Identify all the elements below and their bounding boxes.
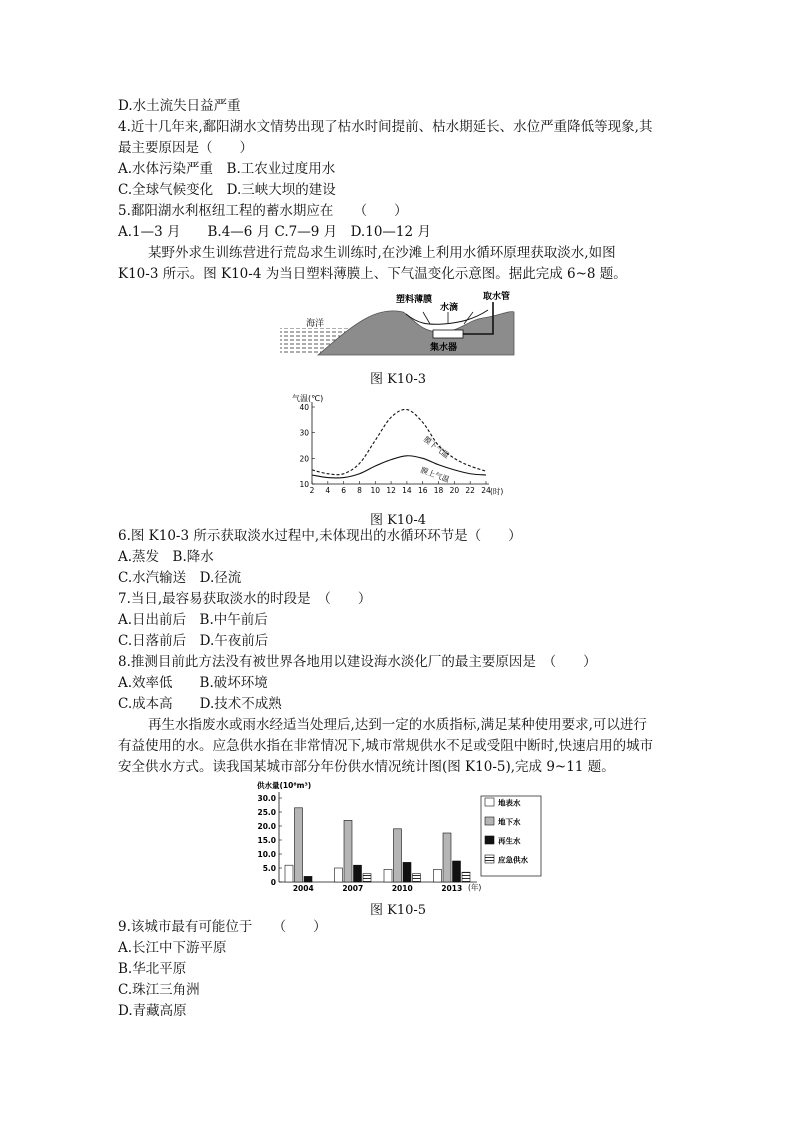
- bar-1-0: [335, 868, 343, 882]
- passage-2-cont-2: 安全供水方式。读我国某城市部分年份供水情况统计图(图 K10-5),完成 9~11 题。: [118, 759, 615, 775]
- label-collector: 集水器: [430, 343, 458, 353]
- question-9-option-d: D.青藏高原: [118, 1003, 187, 1019]
- bar-0-2: [304, 876, 312, 882]
- question-9: 9.该城市最有可能位于 （ ）: [118, 919, 327, 935]
- bar-y-tick-label: 15.0: [257, 836, 276, 845]
- temp-x-tick-label: 14: [402, 486, 412, 495]
- legend-label: 地下水: [498, 817, 521, 827]
- temp-y-tick-label: 10: [299, 480, 309, 489]
- label-under-film-temp: 膜下气温: [421, 434, 451, 461]
- legend-label: 应急供水: [498, 855, 528, 865]
- bar-3-2: [453, 861, 461, 882]
- question-7-options-ab: A.日出前后 B.中午前后: [118, 612, 268, 628]
- bar-2-2: [403, 862, 411, 882]
- bar-2-1: [394, 829, 402, 882]
- figure-k10-5-caption: 图 K10-5: [370, 903, 427, 918]
- bar-3-1: [443, 833, 451, 882]
- question-7: 7.当日,最容易获取淡水的时段是 （ ）: [118, 591, 372, 607]
- passage-2: 再生水指废水或雨水经适当处理后,达到一定的水质指标,满足某种使用要求,可以进行: [148, 717, 647, 733]
- collector-box: [433, 330, 463, 338]
- bar-3-3: [462, 872, 470, 882]
- temp-chart-xunit: (时): [490, 487, 504, 496]
- bar-2-3: [413, 874, 421, 882]
- question-7-options-cd: C.日落前后 D.午夜前后: [118, 633, 269, 649]
- temp-x-tick-label: 18: [433, 486, 444, 495]
- question-5-options: A.1—3 月 B.4—6 月 C.7—9 月 D.10—12 月: [118, 224, 431, 240]
- bar-y-tick-label: 5.0: [262, 864, 276, 873]
- label-over-film-temp: 膜上气温: [419, 465, 451, 485]
- bar-chart-ylabel: 供水量(10⁸m³): [257, 781, 312, 790]
- bar-y-tick-label: 30.0: [257, 794, 276, 803]
- temp-x-tick-label: 22: [465, 486, 475, 495]
- question-6: 6.图 K10-3 所示获取淡水过程中,未体现出的水循环环节是（ ）: [118, 528, 522, 544]
- question-8-options-ab: A.效率低 B.破坏环境: [118, 675, 268, 691]
- temp-x-tick-label: 8: [357, 486, 362, 495]
- temp-chart-ylabel: 气温(℃): [292, 394, 324, 403]
- bar-category-label: 2013: [441, 884, 463, 893]
- legend-swatch: [485, 855, 494, 863]
- under-film-temp-line: [312, 409, 486, 474]
- figure-k10-3-caption: 图 K10-3: [370, 372, 427, 387]
- bar-category-label: 2007: [342, 884, 364, 893]
- label-film: 塑料薄膜: [396, 295, 433, 305]
- bar-2-0: [384, 869, 392, 882]
- temp-x-tick-label: 2: [309, 486, 315, 495]
- question-4-options-ab: A.水体污染严重 B.工农业过度用水: [118, 161, 336, 177]
- temp-x-tick-label: 20: [449, 486, 460, 495]
- figure-k10-4-chart: [290, 392, 510, 500]
- label-pipe: 取水管: [483, 292, 511, 302]
- label-sea: 海洋: [306, 319, 325, 329]
- bar-chart-xunit: (年): [468, 883, 482, 892]
- legend-label: 地表水: [498, 798, 521, 808]
- bar-y-tick-label: 10.0: [257, 850, 276, 859]
- question-9-option-b: B.华北平原: [118, 961, 187, 977]
- question-6-options-ab: A.蒸发 B.降水: [118, 549, 214, 565]
- question-9-option-a: A.长江中下游平原: [118, 940, 227, 956]
- question-5: 5.鄱阳湖水利枢纽工程的蓄水期应在 （ ）: [118, 203, 408, 219]
- bar-1-3: [363, 874, 371, 882]
- temp-y-tick-label: 20: [299, 454, 309, 464]
- question-8: 8.推测目前此方法没有被世界各地用以建设海水淡化厂的最主要原因是 （ ）: [118, 654, 597, 670]
- bar-y-tick-label: 0: [270, 878, 276, 887]
- bar-category-label: 2010: [391, 884, 413, 893]
- temp-y-tick-label: 40: [299, 403, 309, 412]
- temp-y-tick-label: 30: [299, 428, 309, 438]
- option-d-soil-erosion: D.水土流失日益严重: [118, 98, 241, 114]
- figure-k10-3-diagram: [278, 290, 518, 356]
- bar-0-1: [295, 808, 303, 882]
- bar-category-label: 2004: [292, 884, 314, 893]
- passage-1: 某野外求生训练营进行荒岛求生训练时,在沙滩上利用水循环原理获取淡水,如图: [148, 245, 616, 261]
- legend-swatch: [485, 836, 494, 844]
- temp-x-tick-label: 12: [386, 486, 396, 495]
- bar-1-2: [354, 865, 362, 882]
- bar-0-0: [285, 865, 293, 882]
- figure-k10-4-caption: 图 K10-4: [370, 513, 427, 528]
- label-drop: 水滴: [440, 303, 459, 313]
- question-4-cont: 最主要原因是（ ）: [118, 140, 253, 156]
- bar-y-tick-label: 25.0: [257, 808, 276, 817]
- question-4-options-cd: C.全球气候变化 D.三峡大坝的建设: [118, 182, 336, 198]
- question-8-options-cd: C.成本高 D.技术不成熟: [118, 696, 282, 712]
- temp-x-tick-label: 4: [325, 486, 331, 495]
- temp-x-tick-label: 10: [370, 486, 381, 495]
- bar-1-1: [344, 820, 352, 882]
- legend-label: 再生水: [498, 836, 521, 846]
- island-hill: [318, 311, 514, 355]
- legend-swatch: [485, 798, 494, 806]
- temp-x-tick-label: 24: [481, 486, 491, 495]
- question-9-option-c: C.珠江三角洲: [118, 982, 200, 998]
- temp-x-tick-label: 16: [417, 486, 428, 495]
- question-6-options-cd: C.水汽输送 D.径流: [118, 570, 242, 586]
- passage-1-cont: K10-3 所示。图 K10-4 为当日塑料薄膜上、下气温变化示意图。据此完成 6~8 题。: [118, 266, 627, 282]
- question-4: 4.近十几年来,鄱阳湖水文情势出现了枯水时间提前、枯水期延长、水位严重降低等现象,其: [118, 119, 653, 135]
- bar-y-tick-label: 20.0: [257, 822, 276, 831]
- figure-k10-5-chart: [255, 778, 545, 896]
- passage-2-cont-1: 有益使用的水。应急供水指在非常情况下,城市常规供水不足或受阻中断时,快速启用的城市: [118, 738, 654, 754]
- legend-swatch: [485, 817, 494, 825]
- temp-x-tick-label: 6: [341, 486, 347, 495]
- bar-3-0: [434, 869, 442, 882]
